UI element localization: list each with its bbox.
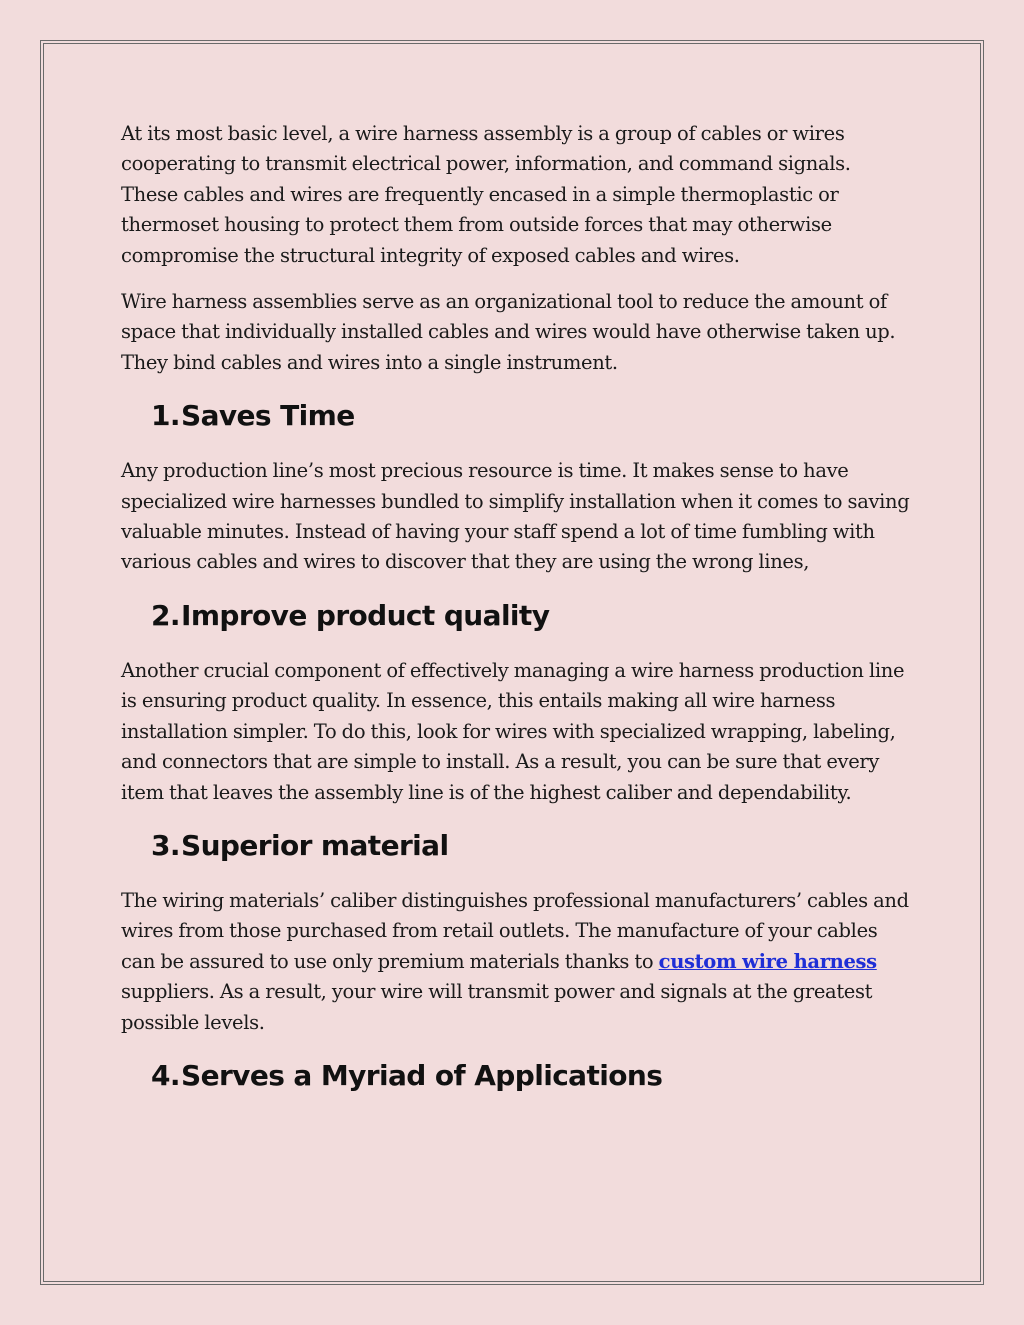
- section-heading-saves-time: [151, 398, 911, 434]
- section-body-superior-material: [121, 886, 911, 1038]
- body-text-after-link: suppliers. As a result, your wire will transmit power and signals at the greatest possible levels.: [121, 980, 873, 1034]
- body-text-before-link: The wiring materials’ caliber distinguishes professional manufacturers’ cables and wires from those purchased from retail outlets. The manufacture of your cables can be assured to use only premium materials thanks to: [121, 888, 909, 973]
- section-title: Superior material: [181, 828, 449, 862]
- section-title: Improve product quality: [181, 598, 550, 632]
- intro-paragraph-2: Wire harness assemblies serve as an organizational tool to reduce the amount of space that individually installed cables and wires would have otherwise taken up. They bind cables and wires into a single instrument.: [121, 290, 896, 374]
- custom-wire-harness-link[interactable]: custom wire harness: [658, 949, 877, 973]
- section-heading-superior-material: [151, 828, 911, 864]
- section-title: Saves Time: [181, 399, 355, 433]
- section-number: 4.: [151, 1058, 180, 1092]
- section-heading-product-quality: [151, 598, 911, 634]
- section-heading-applications: [151, 1058, 911, 1094]
- intro-paragraph-1: At its most basic level, a wire harness assembly is a group of cables or wires cooperating to transmit electrical power, information, and command signals. These cables and wires are frequently encased in a simple thermoplastic or thermoset housing to protect them from outside forces that may otherwise compromise the structural integrity of exposed cables and wires.: [121, 122, 851, 267]
- section-number: 2.: [151, 598, 180, 632]
- section-body-saves-time: Any production line’s most precious resource is time. It makes sense to have specialized wire harnesses bundled to simplify installation when it comes to saving valuable minutes. Instead of having your staff spend a lot of time fumbling with various cables and wires to discover that they are using the wrong lines,: [121, 459, 910, 574]
- section-title: Serves a Myriad of Applications: [181, 1058, 663, 1092]
- section-body-product-quality: Another crucial component of effectively managing a wire harness production line is ensuring product quality. In essence, this entails making all wire harness installation simpler. To do this, look for wires with specialized wrapping, labeling, and connectors that are simple to install. As a result, you can be sure that every item that leaves the assembly line is of the highest caliber and dependability.: [121, 658, 905, 804]
- section-number: 3.: [151, 828, 180, 862]
- document-body: [121, 119, 911, 1116]
- section-number: 1.: [151, 399, 180, 433]
